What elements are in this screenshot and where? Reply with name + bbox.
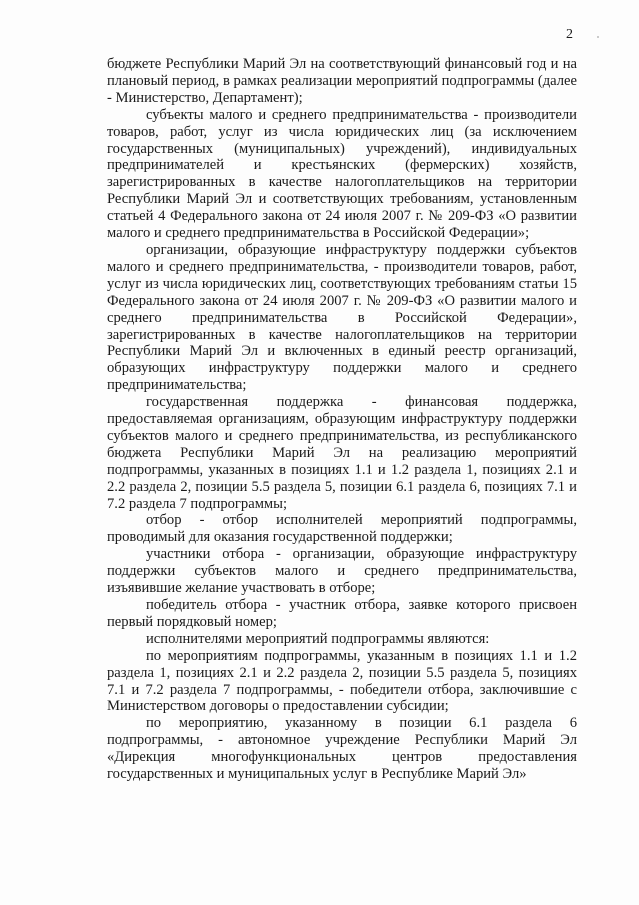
paragraph-executors-selection-winners: по мероприятиям подпрограммы, указанным в позициях 1.1 и 1.2 раздела 1, позициях 2.1 и 2.2 раздела 2, позиции 5.5 раздела 5, позициях 7.1 и 7.2 раздела 7 подпрограммы, - победители отбора, заключившие с Министерством договоры о предоставлении субсидии;: [107, 647, 577, 715]
scan-speck: [597, 36, 599, 38]
paragraph-definition-infrastructure-organizations: организации, образующие инфраструктуру поддержки субъектов малого и среднего предпринимательства, - производители товаров, работ, услуг из числа юридических лиц, соответствующих требованиям статьи 15 Федерального закона от 24 июля 2007 г. № 209-ФЗ «О развитии малого и среднего предпринимательства в Российской Федерации», зарегистрированных в качестве налогоплательщиков на территории Республики Марий Эл и включенных в единый реестр организаций, образующих инфраструктуру поддержки малого и среднего предпринимательства;: [107, 241, 577, 394]
paragraph-definition-selection-winner: победитель отбора - участник отбора, заявке которого присвоен первый порядковый номер;: [107, 597, 577, 630]
paragraph-definition-state-support: государственная поддержка - финансовая поддержка, предоставляемая организациям, образующим инфраструктуру поддержки субъектов малого и среднего предпринимательства, из республиканского бюджета Республики Марий Эл на реализацию мероприятий подпрограммы, указанных в позициях 1.1 и 1.2 раздела 1, позициях 2.1 и 2.2 раздела 2, позиции 5.5 раздела 5, позиции 6.1 раздела 6, позициях 7.1 и 7.2 раздела 7 подпрограммы;: [107, 394, 577, 512]
paragraph-definition-selection-participants: участники отбора - организации, образующие инфраструктуру поддержки субъектов малого и среднего предпринимательства, изъявившие желание участвовать в отборе;: [107, 546, 577, 597]
paragraph-executors-autonomous-institution: по мероприятию, указанному в позиции 6.1 раздела 6 подпрограммы, - автономное учреждение Республики Марий Эл «Дирекция многофункциональных центров предоставления государственных и муниципальных услуг в Республике Марий Эл»: [107, 715, 577, 783]
paragraph-executors-heading: исполнителями мероприятий подпрограммы являются:: [146, 630, 490, 647]
page-number: 2: [566, 27, 573, 42]
document-body: [107, 56, 577, 783]
paragraph-continuation: бюджете Республики Марий Эл на соответствующий финансовый год и на плановый период, в рамках реализации мероприятий подпрограммы (далее - Министерство, Департамент);: [107, 56, 577, 106]
paragraph-definition-selection: отбор - отбор исполнителей мероприятий подпрограммы, проводимый для оказания государственной поддержки;: [107, 512, 577, 546]
paragraph-definition-smb-subjects: субъекты малого и среднего предпринимательства - производители товаров, работ, услуг из числа юридических лиц (за исключением государственных (муниципальных) учреждений), индивидуальных предпринимателей и крестьянских (фермерских) хозяйств, зарегистрированных в качестве налогоплательщиков на территории Республики Марий Эл и соответствующих требованиям, установленным статьей 4 Федерального закона от 24 июля 2007 г. № 209-ФЗ «О развитии малого и среднего предпринимательства в Российской Федерации»;: [107, 106, 577, 242]
